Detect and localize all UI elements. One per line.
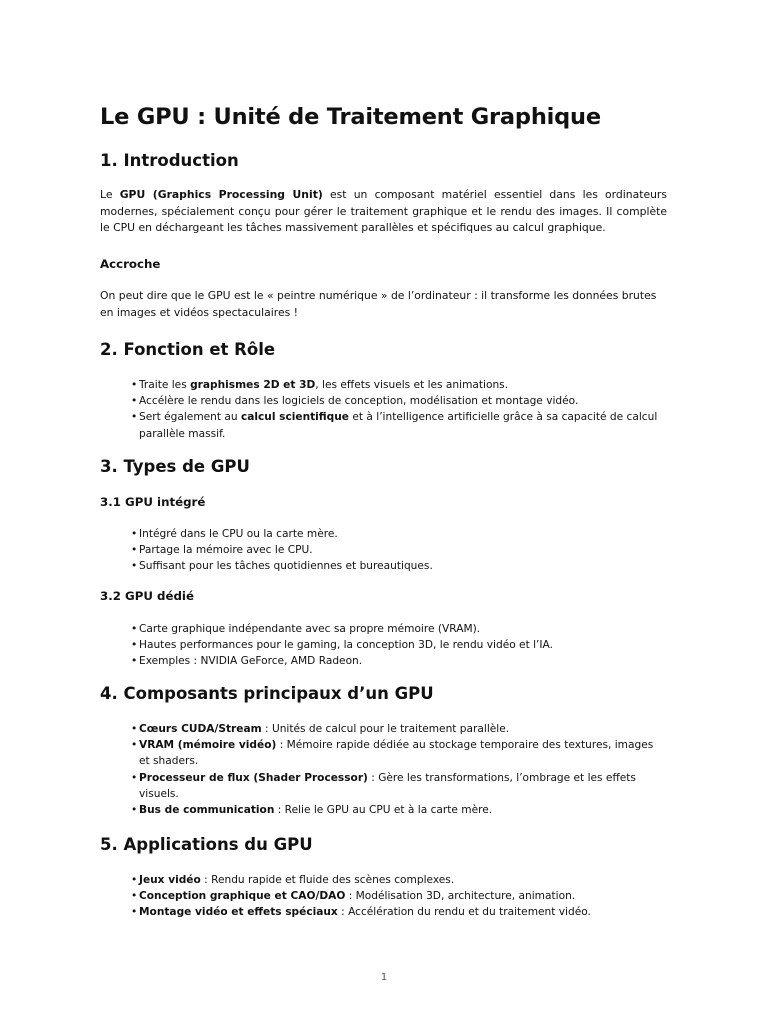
subheading-gpu-integre: 3.1 GPU intégré [100, 495, 206, 509]
subheading-gpu-dedie: 3.2 GPU dédié [100, 589, 194, 603]
document-title: Le GPU : Unité de Traitement Graphique [100, 104, 601, 130]
gpu-dedie-list [131, 621, 661, 670]
composants-list [131, 721, 661, 818]
applications-list [131, 872, 661, 921]
section-heading-applications: 5. Applications du GPU [100, 835, 313, 854]
list-item: • Traite les graphismes 2D et 3D, les effets visuels et les animations. [131, 379, 509, 391]
introduction-paragraph: Le GPU (Graphics Processing Unit) est un composant matériel essentiel dans les ordinateurs modernes, spécialement conçu pour gérer le traitement graphique et le rendu des images. Il complète le CPU en déchargeant les tâches massivement parallèles et spécifiques au calcul graphique. [100, 188, 667, 234]
section-heading-introduction: 1. Introduction [100, 151, 239, 170]
section-heading-types: 3. Types de GPU [100, 457, 250, 476]
list-item: • Carte graphique indépendante avec sa propre mémoire (VRAM). [131, 623, 481, 635]
list-item: • Accélère le rendu dans les logiciels de conception, modélisation et montage vidéo. [131, 395, 579, 408]
list-item: • Bus de communication : Relie le GPU au CPU et à la carte mère. [131, 804, 493, 817]
section-heading-fonction: 2. Fonction et Rôle [100, 340, 276, 359]
subheading-accroche: Accroche [100, 257, 161, 271]
fonction-list [131, 377, 661, 442]
list-item: • Intégré dans le CPU ou la carte mère. [131, 528, 338, 540]
list-item: • Hautes performances pour le gaming, la conception 3D, le rendu vidéo et l’IA. [131, 639, 553, 652]
list-item: • Jeux vidéo : Rendu rapide et fluide des scènes complexes. [131, 874, 455, 886]
list-item: • VRAM (mémoire vidéo) : Mémoire rapide dédiée au stockage temporaire des textures, images et shaders. [131, 739, 654, 768]
section-heading-composants: 4. Composants principaux d’un GPU [100, 684, 434, 703]
list-item: • Processeur de flux (Shader Processor) : Gère les transformations, l’ombrage et les effets visuels. [131, 771, 636, 800]
page-number: 1 [380, 972, 388, 983]
list-item: • Cœurs CUDA/Stream : Unités de calcul pour le traitement parallèle. [131, 723, 510, 735]
list-item: • Montage vidéo et effets spéciaux : Accélération du rendu et du traitement vidéo. [131, 906, 591, 919]
list-item: • Suffisant pour les tâches quotidiennes et bureautiques. [131, 560, 433, 573]
list-item: • Exemples : NVIDIA GeForce, AMD Radeon. [131, 655, 363, 668]
list-item: • Partage la mémoire avec le CPU. [131, 544, 313, 557]
gpu-integre-list [131, 526, 661, 575]
list-item: • Conception graphique et CAO/DAO : Modélisation 3D, architecture, animation. [131, 890, 576, 903]
list-item: • Sert également au calcul scientifique et à l’intelligence artificielle grâce à sa capacité de calcul parallèle massif. [131, 411, 658, 440]
accroche-paragraph: On peut dire que le GPU est le « peintre numérique » de l’ordinateur : il transforme les données brutes en images et vidéos spectaculaires ! [100, 289, 657, 319]
